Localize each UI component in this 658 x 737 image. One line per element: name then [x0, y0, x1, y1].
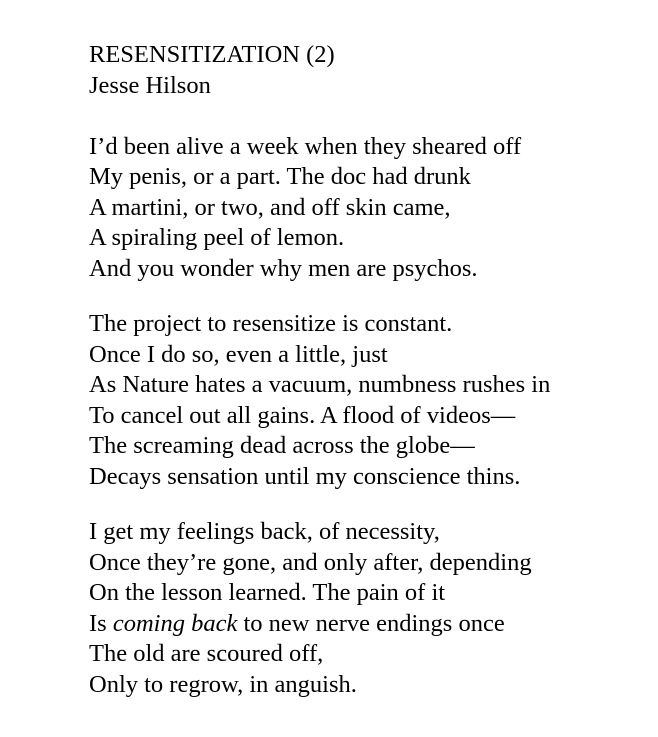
poem-header: [89, 40, 649, 101]
poem-line: A martini, or two, and off skin came,: [89, 193, 451, 221]
poem-line: I get my feelings back, of necessity,: [89, 518, 440, 545]
stanza-1: [89, 132, 649, 285]
stanza-3: [89, 517, 649, 700]
line-text: to new nerve endings once: [237, 609, 505, 637]
poem-line: Once I do so, even a little, just: [89, 340, 388, 368]
emphasized-text: coming back: [112, 609, 238, 637]
poem-line: On the lesson learned. The pain of it: [89, 579, 446, 606]
poem-line: To cancel out all gains. A flood of videos—: [89, 401, 516, 429]
poem-line: The project to resensitize is constant.: [89, 310, 453, 337]
poem-line: Only to regrow, in anguish.: [89, 670, 357, 698]
poem-line: The old are scoured off,: [89, 640, 324, 667]
poem-page: [89, 40, 649, 700]
poem-line: My penis, or a part. The doc had drunk: [89, 163, 471, 190]
poem-line: As Nature hates a vacuum, numbness rushes in: [89, 371, 551, 398]
poem-line: Decays sensation until my conscience thins.: [89, 462, 521, 490]
poem-line: The screaming dead across the globe—: [89, 432, 475, 459]
poem-author: Jesse Hilson: [89, 71, 211, 99]
poem-line: Once they’re gone, and only after, depending: [89, 548, 532, 576]
poem-line: A spiraling peel of lemon.: [89, 224, 345, 251]
line-text: Is: [89, 609, 113, 637]
poem-line-with-emphasis: [89, 609, 649, 640]
stanza-2: [89, 309, 649, 492]
poem-line: And you wonder why men are psychos.: [89, 254, 478, 282]
poem-title: RESENSITIZATION (2): [89, 41, 335, 68]
poem-line: I’d been alive a week when they sheared off: [89, 132, 522, 160]
